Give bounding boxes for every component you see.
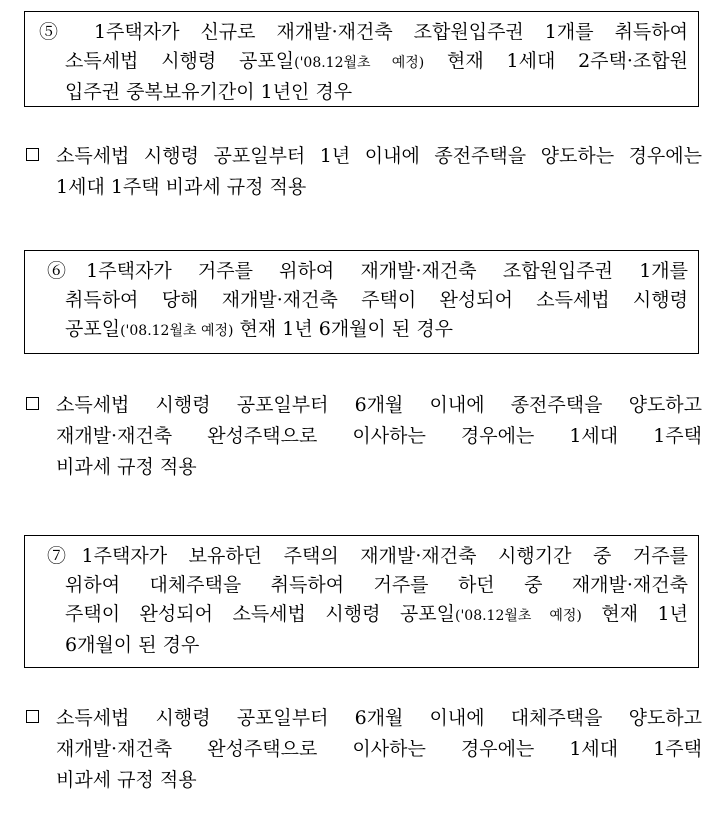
case-5-line-2: 소득세법 시행령 공포일('08.12월초 예정) 현재 1세대 2주택·조합원: [65, 50, 688, 72]
rule-paragraph-2-line-2: 재개발·재건축 완성주택으로 이사하는 경우에는 1세대 1주택: [56, 425, 702, 447]
date-note: ('08.12월초 예정): [454, 608, 582, 624]
rule-paragraph-2: [26, 390, 702, 483]
case-5-box: [24, 11, 699, 107]
rule-paragraph-3-line-1: 소득세법 시행령 공포일부터 6개월 이내에 대체주택을 양도하고: [26, 703, 702, 734]
rule-paragraph-3-line-2: 재개발·재건축 완성주택으로 이사하는 경우에는 1세대 1주택: [56, 738, 702, 760]
rule-paragraph-3-line-3: 비과세 규정 적용: [56, 769, 197, 791]
case-5-line-3: 입주권 중복보유기간이 1년인 경우: [65, 81, 353, 103]
case-7-line-1: ⑦1주택자가 보유하던 주택의 재개발·재건축 시행기간 중 거주를: [47, 545, 688, 567]
checkbox-square-icon: [26, 397, 39, 410]
rule-paragraph-3: [26, 703, 702, 796]
checkbox-square-icon: [26, 148, 39, 161]
case-7-box: [24, 535, 699, 668]
case-6-line-3: 공포일('08.12월초 예정) 현재 1년 6개월이 된 경우: [65, 318, 454, 340]
case-5-line-1: ⑤ 1주택자가 신규로 재개발·재건축 조합원입주권 1개를 취득하여: [39, 21, 688, 43]
case-6-line-1: ⑥1주택자가 거주를 위하여 재개발·재건축 조합원입주권 1개를: [47, 260, 688, 282]
date-note: ('08.12월초 예정): [120, 323, 234, 339]
case-6-box: [24, 250, 699, 354]
case-7-line-4: 6개월이 된 경우: [65, 634, 200, 656]
checkbox-square-icon: [26, 710, 39, 723]
rule-paragraph-1: [26, 141, 702, 203]
rule-paragraph-1-line-2: 1세대 1주택 비과세 규정 적용: [56, 176, 307, 198]
rule-paragraph-1-line-1: 소득세법 시행령 공포일부터 1년 이내에 종전주택을 양도하는 경우에는: [26, 141, 702, 172]
rule-paragraph-2-line-1: 소득세법 시행령 공포일부터 6개월 이내에 종전주택을 양도하고: [26, 390, 702, 421]
rule-paragraph-2-line-3: 비과세 규정 적용: [56, 456, 197, 478]
case-6-line-2: 취득하여 당해 재개발·재건축 주택이 완성되어 소득세법 시행령: [65, 289, 688, 311]
date-note: ('08.12월초 예정): [294, 55, 425, 71]
case-7-line-3: 주택이 완성되어 소득세법 시행령 공포일('08.12월초 예정) 현재 1년: [65, 603, 688, 625]
case-7-line-2: 위하여 대체주택을 취득하여 거주를 하던 중 재개발·재건축: [65, 574, 688, 596]
